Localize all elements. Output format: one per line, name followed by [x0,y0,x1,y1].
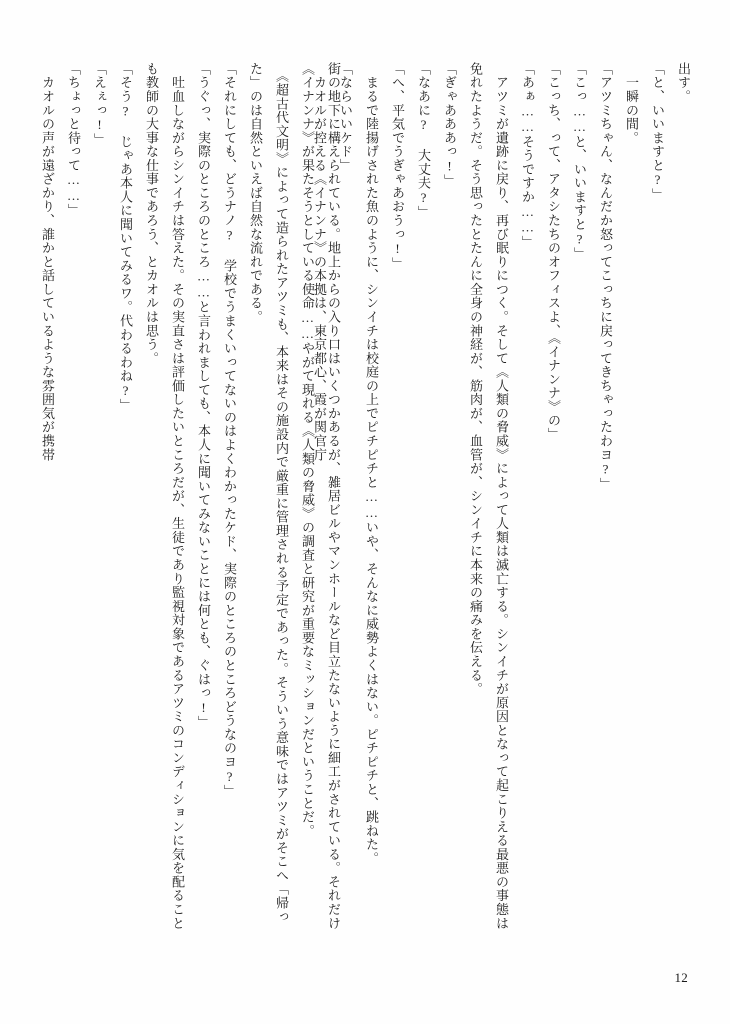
paragraph: 「なあに? 大丈夫?」 [416,62,431,220]
paragraph: アツミが遺跡に戻り、再び眠りにつく。そして《人類の脅威》によって人類は滅亡する。シンイチが原因となって起こりえる最悪の事態は免れたようだ。そう思ったとたんに全身の神経が、筋肉が、血管が、シンイチに本来の痛みを伝える。 [468,62,509,931]
text-column-right [306,62,696,942]
paragraph: 一瞬の間。 [624,62,639,145]
paragraph: 《超古代文明》によって造られたアツミも、本来はその施設内で厳重に管理される予定であった。そういう意味ではアツミがそこへ「帰った」のは自然といえば自然な流れである。 [248,62,289,924]
text-column-left [34,62,346,942]
paragraph: 「えぇっ!」 [92,62,107,147]
paragraph: 「ならいいケド」 [338,62,353,173]
paragraph: まるで陸揚げされた魚のように、シンイチは校庭の上でピチピチと……いや、そんなに威勢よくはない。ピチピチと、跳ねた。 [364,62,379,866]
paragraph: 街の地下に構えられている。地上からの入り口はいくつかあるが、雑居ビルやマンホールなど目立たないように細工がされている。それだけ《イナンナ》が果たそうとしている使命……やがて現れる《人類の脅威》の調査と研究が重要なミッションだということだ。 [300,62,341,931]
paragraph: 出す。 [676,62,691,104]
paragraph: 「へ、平気でうぎゃあおうっ!」 [390,62,405,271]
paragraph: 「あぁ……そうですか……」 [520,62,535,250]
paragraph: カオルの声が遠ざかり、誰かと話しているような雰囲気が携帯 [40,62,55,462]
paragraph: 「アツミちゃん、なんだか怒ってこっちに戻ってきちゃったわヨ?」 [598,62,613,492]
paragraph: 「こっち、って、アタシたちのオフィスよ、《イナンナ》の」 [546,62,561,442]
paragraph: 「ぎゃあああっ!」 [442,62,457,189]
paragraph: 「こっ……と、いいますと?」 [572,62,587,261]
paragraph: 「そう? じゃあ本人に聞いてみるワ。代わるわね?」 [118,62,133,413]
paragraph: 「それにしても、どうナノ? 学校でうまくいってないのはよくわかったケド、実際のところのところどうなのヨ?」 [222,62,237,799]
paragraph: 「ちょっと待って……」 [66,62,81,218]
paragraph: カオルが控える《イナンナ》の本拠は、東京都心、霞が関官庁 [312,62,327,462]
page-number: 12 [674,970,688,985]
paragraph: 「と、いいますと?」 [650,62,665,202]
paragraph: 吐血しながらシンイチは答えた。その実直さは評価したいところだが、生徒であり監視対象であるアツミのコンディションに気を配ることも教師の大事な仕事であろう、とカオルは思う。 [144,62,185,931]
paragraph: 「うぐっ、実際のところのところ……と言われましても、本人に聞いてみないことには何とも、ぐはっ!」 [196,62,211,730]
